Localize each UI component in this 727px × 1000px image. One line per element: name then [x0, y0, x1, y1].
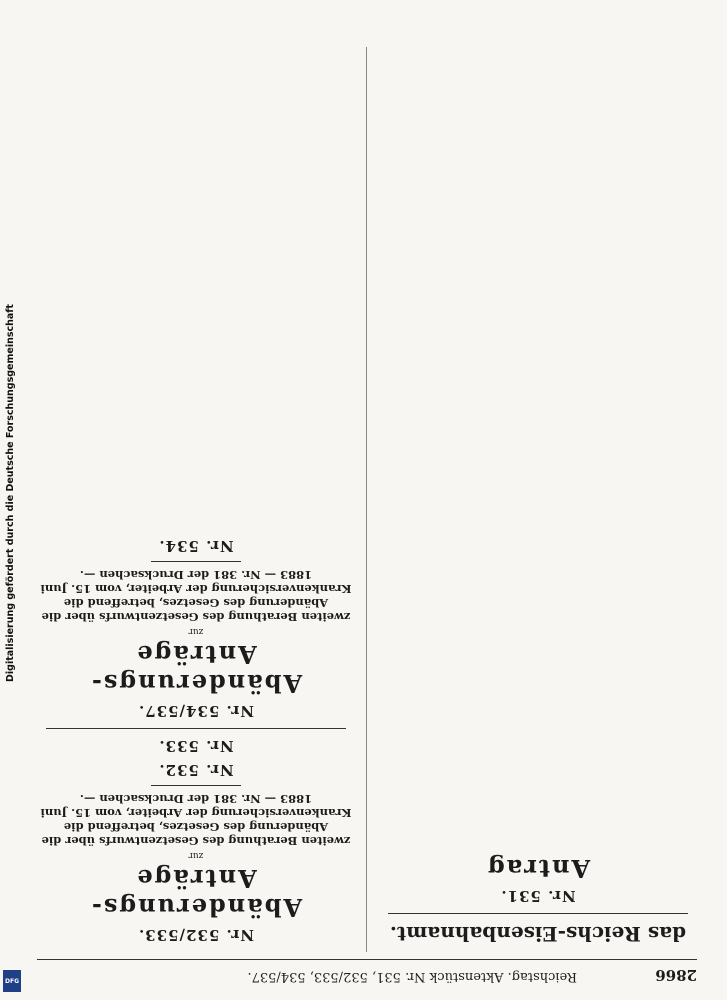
zur-label: zur [188, 850, 204, 860]
document-heading: zweiten Berathung des Gesetzentwurfs über die Abänderung des Gesetzes, betreffend die Krankenversicherung der Arbeiter, vom 15. Juni 1883 — Nr. 381 der Drucksachen —. [40, 792, 352, 848]
right-column [37, 50, 355, 950]
document-heading: zweiten Berathung des Gesetzentwurfs über die Abänderung des Gesetzes, betreffend die Krankenversicherung der Arbeiter, vom 15. Juni 1883 — Nr. 381 der Drucksachen —. [40, 568, 352, 624]
column-divider [366, 47, 367, 952]
separator [388, 913, 688, 914]
document-title: Abänderungs-Anträge [89, 640, 303, 698]
document-number: Nr. 534. [158, 537, 234, 555]
separator [46, 728, 346, 729]
document-number: Nr. 533. [158, 737, 234, 755]
left-column [379, 50, 697, 950]
section-title: das Reichs-Eisenbahnamt. [389, 922, 687, 946]
separator [151, 785, 241, 786]
digitization-sidebar [0, 0, 24, 1000]
document-number: Nr. 531. [500, 887, 576, 905]
document-number: Nr. 532. [158, 761, 234, 779]
document-number: Nr. 534/537. [138, 702, 255, 720]
page-header [37, 962, 697, 984]
page-number: 2866 [655, 966, 697, 984]
zur-label: zur [188, 626, 204, 636]
dfg-logo: DFG [3, 970, 21, 992]
document-number: Nr. 532/533. [138, 926, 255, 944]
running-header: Reichstag. Aktenstück Nr. 531, 532/533, 534/537. [247, 969, 577, 984]
header-rule [37, 959, 697, 960]
document-title: Antrag [485, 854, 591, 883]
digitization-credit: Digitalisierung gefördert durch die Deutsche Forschungsgemeinschaft [5, 304, 16, 682]
separator [151, 561, 241, 562]
document-title: Abänderungs-Anträge [89, 864, 303, 922]
